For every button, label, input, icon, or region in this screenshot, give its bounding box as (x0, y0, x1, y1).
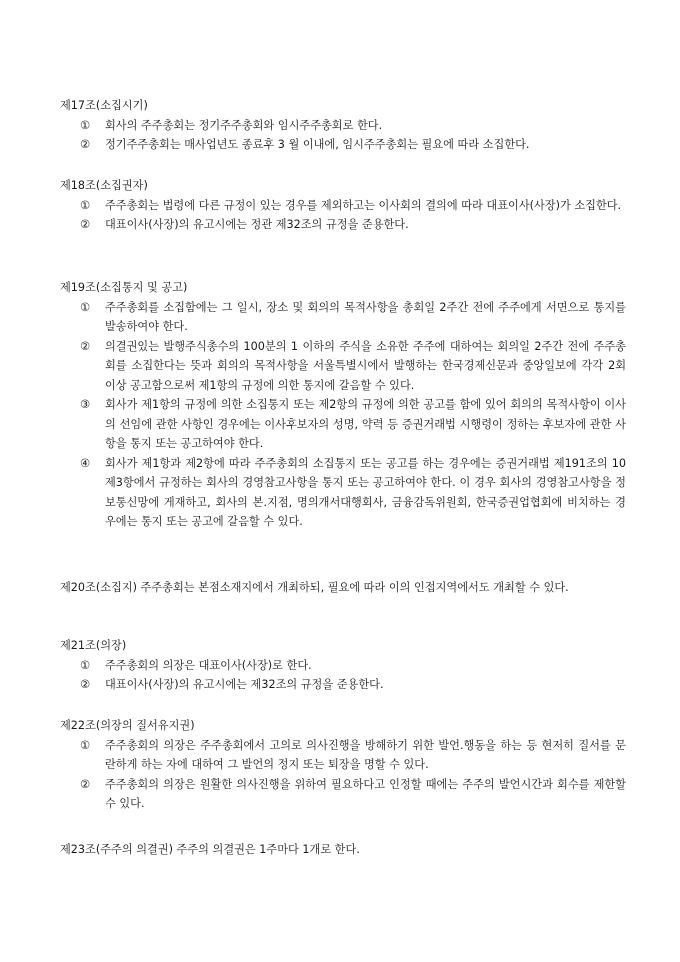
item-number: ② (80, 138, 91, 151)
article-19 (60, 278, 626, 532)
item-number: ① (80, 738, 91, 752)
article-20 (60, 578, 626, 598)
item-number: ① (80, 300, 91, 314)
article-23 (60, 840, 626, 860)
list-item (60, 135, 626, 155)
list-item (60, 675, 626, 695)
item-text: 대표이사(사장)의 유고시에는 제32조의 규정을 준용한다. (105, 678, 384, 691)
item-number: ① (80, 658, 91, 672)
list-item (60, 337, 626, 396)
item-number: ① (80, 118, 91, 132)
item-text: 회사가 제1항의 규정에 의한 소집통지 또는 제2항의 규정에 의한 공고를 함에 있어 회의의 목적사항이 이사의 선임에 관한 사항인 경우에는 이사후보자의 성명, 약력 등 증권거래법 시행령이 정하는 후보자에 관한 사항을 통지 또는 공고하여야 한다. (105, 398, 626, 450)
article-heading: 제22조(의장의 질서유지권) (60, 719, 195, 732)
list-item (60, 215, 626, 235)
article-heading: 제21조(의장) (60, 639, 127, 652)
list-item (60, 656, 626, 676)
item-text: 주주총회를 소집함에는 그 일시, 장소 및 회의의 목적사항을 총회일 2주간 전에 주주에게 서면으로 통지를 발송하여야 한다. (105, 300, 626, 333)
article-heading: 제17조(소집시기) (60, 99, 148, 112)
article-heading: 제19조(소집통지 및 공고) (60, 281, 188, 294)
item-number: ② (80, 339, 91, 353)
item-number: ① (80, 198, 91, 212)
item-text: 주주총회의 의장은 주주총회에서 고의로 의사진행을 방해하기 위한 발언.행동을 하는 등 현저히 질서를 문란하게 하는 자에 대하여 그 발언의 정지 또는 퇴장을 명할 수 있다. (105, 738, 626, 771)
list-item (60, 736, 626, 775)
list-item (60, 298, 626, 337)
list-item (60, 775, 626, 814)
article-22 (60, 716, 626, 814)
article-17 (60, 96, 626, 155)
item-text: 주주총회는 법령에 다른 규정이 있는 경우를 제외하고는 이사회의 결의에 따라 대표이사(사장)가 소집한다. (105, 198, 622, 212)
list-item (60, 196, 626, 216)
article-text: 제23조(주주의 의결권) 주주의 의결권은 1주마다 1개로 한다. (60, 843, 360, 856)
item-text: 회사의 주주총회는 정기주주총회와 임시주주총회로 한다. (105, 118, 383, 132)
item-text: 회사가 제1항과 제2항에 따라 주주총회의 소집통지 또는 공고를 하는 경우에는 증권거래법 제191조의 10 제3항에서 규정하는 회사의 경영참고사항을 통지 또는 공고하여야 한다. 이 경우 회사의 경영참고사항을 정보통신망에 게재하고, 회사의 본.지점, 명의개서대행회사, 금융감독위원회, 한국증권업협회에 비치하는 경우에는 통지 또는 공고에 갈음할 수 있다. (105, 456, 626, 528)
article-text: 제20조(소집지) 주주총회는 본점소재지에서 개최하되, 필요에 따라 이의 인접지역에서도 개최할 수 있다. (60, 581, 569, 594)
article-21 (60, 636, 626, 695)
item-number: ② (80, 678, 91, 691)
item-text: 대표이사(사장)의 유고시에는 정관 제32조의 규정을 준용한다. (105, 218, 409, 231)
item-number: ③ (80, 398, 91, 411)
list-item (60, 116, 626, 136)
list-item (60, 395, 626, 454)
item-text: 정기주주총회는 매사업년도 종료후 3 월 이내에, 임시주주총회는 필요에 따라 소집한다. (105, 138, 530, 151)
article-heading: 제18조(소집권자) (60, 179, 148, 192)
item-number: ④ (80, 456, 91, 470)
article-18 (60, 176, 626, 235)
item-number: ② (80, 218, 91, 231)
item-text: 의결권있는 발행주식총수의 100분의 1 이하의 주식을 소유한 주주에 대하여는 회의일 2주간 전에 주주총회를 소집한다는 뜻과 회의의 목적사항을 서울특별시에서 발행하는 한국경제신문과 중앙일보에 각각 2회 이상 공고함으로써 제1항의 규정에 의한 통지에 갈음할 수 있다. (105, 339, 626, 392)
list-item (60, 454, 626, 532)
item-number: ② (80, 777, 91, 791)
item-text: 주주총회의 의장은 원활한 의사진행을 위하여 필요하다고 인정할 때에는 주주의 발언시간과 회수를 제한할 수 있다. (105, 777, 626, 810)
item-text: 주주총회의 의장은 대표이사(사장)로 한다. (105, 658, 312, 672)
